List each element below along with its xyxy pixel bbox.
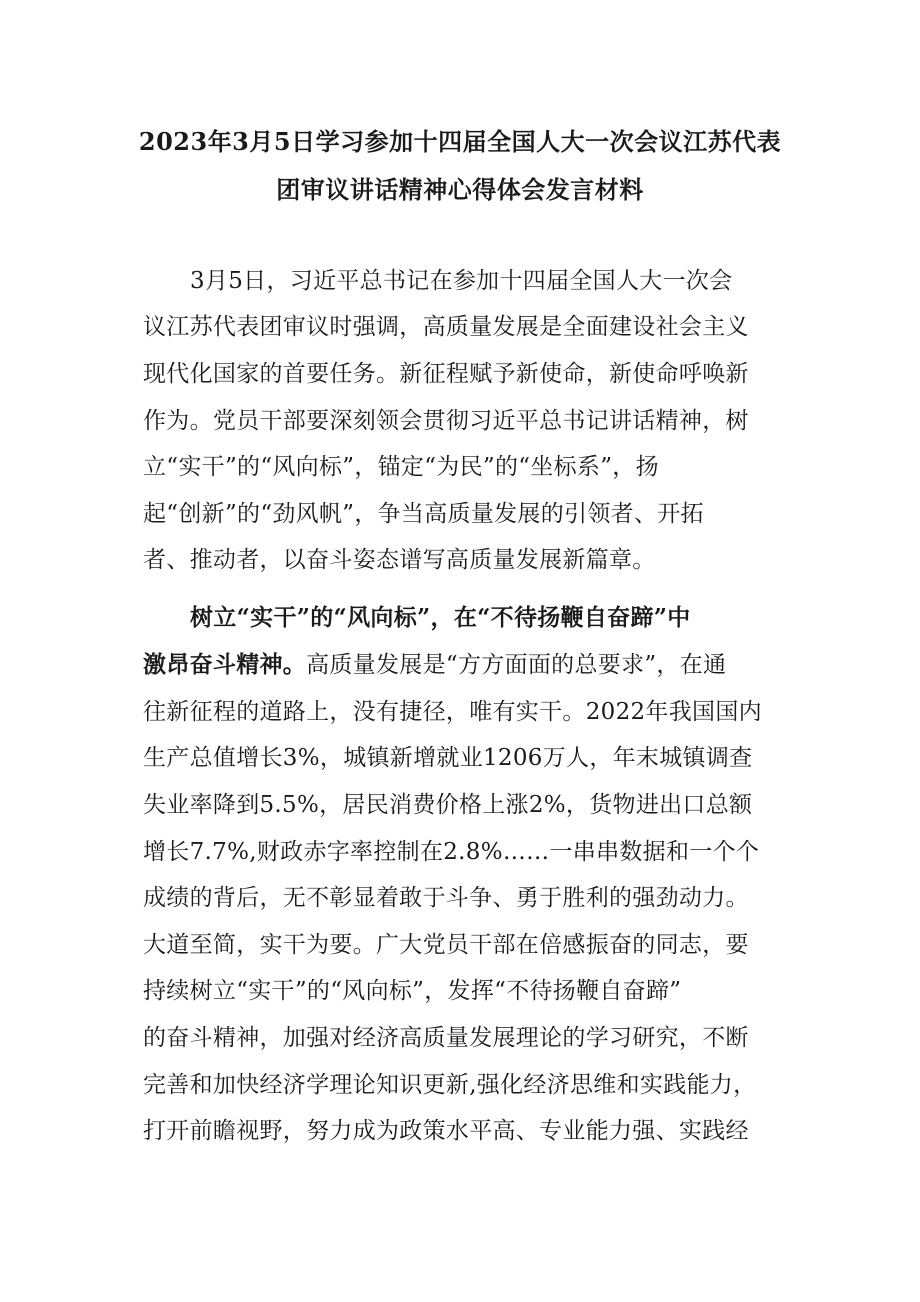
paragraph-1-line: 作为。党员干部要深刻领会贯彻习近平总书记讲话精神，树 xyxy=(143,408,749,434)
paragraph-1-line: 起“创新”的“劲风帆”，争当高质量发展的引领者、开拓 xyxy=(143,501,704,527)
paragraph-2-line: 的奋斗精神，加强对经济高质量发展理论的学习研究，不断 xyxy=(143,1025,749,1051)
paragraph-2-line: 打开前瞻视野，努力成为政策水平高、专业能力强、实践经 xyxy=(143,1118,749,1144)
paragraph-1-line: 立“实干”的“风向标”，锚定“为民”的“坐标系”，扬 xyxy=(143,454,659,480)
paragraph-1-line: 现代化国家的首要任务。新征程赋予新使命，新使命呼唤新 xyxy=(143,361,749,387)
paragraph-2-line: 大道至简，实干为要。广大党员干部在倍感振奋的同志，要 xyxy=(143,932,749,958)
paragraph-2-line: 往新征程的道路上，没有捷径，唯有实干。2022年我国国内 xyxy=(143,699,762,725)
paragraph-1-line: 者、推动者，以奋斗姿态谱写高质量发展新篇章。 xyxy=(143,547,656,573)
paragraph-1-line: 3月5日，习近平总书记在参加十四届全国人大一次会 xyxy=(190,268,733,294)
paragraph-2-line: 持续树立“实干”的“风向标”，发挥“不待扬鞭自奋蹄” xyxy=(143,978,682,1004)
paragraph-2-text: 高质量发展是“方方面面的总要求”，在通 xyxy=(306,652,727,678)
paragraph-2-line: 完善和加快经济学理论知识更新,强化经济思维和实践能力， xyxy=(143,1072,757,1098)
paragraph-2-line xyxy=(143,650,726,680)
title-line-1: 2023年3月5日学习参加十四届全国人大一次会议江苏代表 xyxy=(138,127,782,156)
paragraph-2-line: 生产总值增长3%，城镇新增就业1206万人，年末城镇调查 xyxy=(143,745,753,771)
paragraph-2-line: 成绩的背后，无不彰显着敢于斗争、勇于胜利的强劲动力。 xyxy=(143,885,749,911)
paragraph-1-line: 议江苏代表团审议时强调，高质量发展是全面建设社会主义 xyxy=(143,314,749,340)
paragraph-2-line: 失业率降到5.5%，居民消费价格上涨2%，货物进出口总额 xyxy=(143,792,753,818)
section-heading: 树立“实干”的“风向标”，在“不待扬鞭自奋蹄”中 xyxy=(190,604,691,631)
paragraph-2-line: 增长7.7%,财政赤字率控制在2.8%……一串串数据和一个个 xyxy=(143,839,760,865)
title-line-2: 团审议讲话精神心得体会发言材料 xyxy=(276,175,644,204)
section-heading-end: 激昂奋斗精神。 xyxy=(143,651,307,678)
